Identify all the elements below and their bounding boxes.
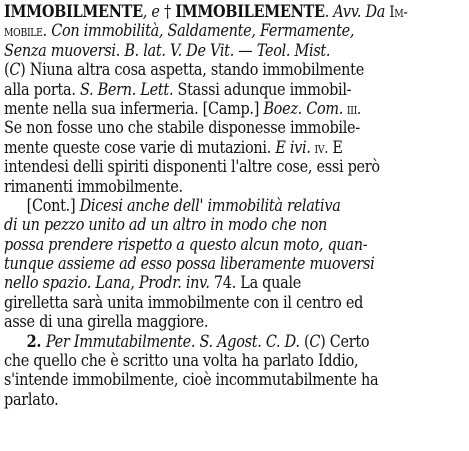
text-run: ( [299,331,310,352]
headword: IMMOBILMENTE [4,2,143,22]
entry-line [4,178,392,197]
entry-line [4,42,392,61]
small-caps-run: mobile [4,22,43,41]
italic-run: Dicesi anche dell' immobilità relativa [79,195,341,216]
entry-line [4,61,392,80]
small-caps-run: Im- [389,3,408,21]
entry-line [4,371,392,390]
italic-run: Per Immutabilmente. S. Agost. C. D. [45,331,300,352]
italic-run: di un pezzo unito ad un altro in modo che non [4,215,328,236]
italic-run: Avv. Da [333,2,390,22]
italic-run: Boez. Com. [263,98,344,119]
text-run: intendesi delli spiriti disponenti l'altre cose, essi però [4,157,380,178]
entry-line [4,197,392,216]
entry-line [4,352,392,371]
text-run: asse di una girella maggiore. [4,312,209,333]
text-run: parlato. [4,389,59,410]
text-run: [Cont.] [26,195,80,216]
headword: IMMOBILEMENTE [175,2,325,22]
text-run: ) Certo [320,331,370,352]
text-run: alla porta. [4,79,80,100]
entry-line [4,216,392,235]
entry-line [4,294,392,313]
italic-run: e [151,2,160,22]
text-run: Stassi adunque immobil- [173,79,352,100]
dictionary-entry [4,3,466,410]
entry-line [4,158,392,177]
entry-line [4,139,392,158]
text-run: ( [4,60,10,81]
text-run: girelletta sarà unita immobilmente con il centro ed [4,292,364,313]
italic-run: tunque assieme ad esso possa liberamente muoversi [4,254,375,275]
entry-line [4,22,392,41]
text-run: . [42,21,52,42]
entry-line [4,81,392,100]
entry-line [4,333,392,352]
text-run: s'intende immobilmente, cioè incommutabilmente ha [4,370,379,391]
text-run: mente queste cose varie di mutazioni. [4,137,276,158]
italic-run: C [309,331,321,352]
small-caps-run: iv. [310,138,329,157]
entry-line [4,391,392,410]
italic-run: S. Bern. Lett. [79,79,174,100]
text-run: E [328,137,343,158]
text-run: mente nella sua infermeria. [Camp.] [4,98,264,119]
text-run: che quello che è scritto una volta ha parlato Iddio, [4,351,359,372]
text-run: . [324,2,334,22]
italic-run: nello spazio. Lana, Prodr. inv. [4,273,210,294]
text-run: rimanenti immobilmente. [4,176,183,197]
italic-run: possa prendere rispetto a questo alcun moto, quan- [4,234,368,255]
italic-run: C [9,60,21,81]
italic-run: E ivi. [275,137,311,158]
small-caps-run: iii. [343,99,361,118]
entry-line [4,2,408,22]
italic-run: Con immobilità, Saldamente, Fermamente, [51,21,355,42]
text-run: ) Niuna altra cosa aspetta, stando immobilmente [20,60,364,81]
text-run: Se non fosse uno che stabile disponesse immobile- [4,118,360,139]
entry-line [4,119,392,138]
italic-run: , [142,2,152,22]
entry-line [4,236,392,255]
entry-line [4,313,392,332]
text-run: † [159,2,176,22]
entry-line [4,100,392,119]
italic-run: Senza muoversi. B. lat. V. De Vit. — Teol. Mist. [4,40,331,61]
entry-line [4,274,392,293]
entry-line [4,255,392,274]
text-run: 74. La quale [209,273,302,294]
headword: 2. [26,331,46,352]
